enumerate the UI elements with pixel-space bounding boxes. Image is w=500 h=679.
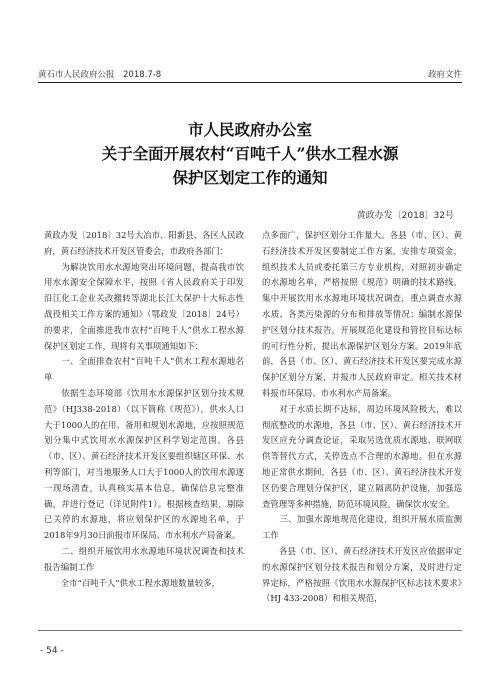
- document-number: 黄政办发〔2018〕32号: [356, 211, 454, 221]
- title-line-2: 关于全面开展农村“百吨千人”供水工程水源: [101, 144, 399, 163]
- page-number: - 54 -: [40, 646, 64, 656]
- left-column: [44, 228, 244, 620]
- paragraph-substandard-sources: 对于水质长期不达标，周边环境风险极大，难以彻底整改的水源地，各县（市、区）、黄石经济技术开发区应充分调查论证，采取另选优质水源地、联网联供等替代方式，关停选点不合理的水源地。但在水源地正常供水期间，各县（市、区）、黄石经济技术开发区仍要合理划分保护区，建立隔离防护设施，加强巡查管理等多种措施，防范环境风险，确保饮水安全。: [262, 403, 462, 509]
- paragraph-section-3: 各县（市、区）、黄石经济技术开发区应依据审定的水源保护区划分技术报告和划分方案，及时进行定界定标，严格按照《饮用水水源保护区标志技术要求》（HJ 433-2008）和相关规范，: [262, 545, 462, 604]
- paragraph-section-2-start: 全市“百吨千人”供水工程水源地数量较多，: [44, 577, 221, 588]
- header-rule: [38, 82, 462, 83]
- section-heading-1: 一、全面排查农村“百吨千人”供水工程水源地名单: [44, 356, 244, 383]
- paragraph-addressees: 黄政办发〔2018〕32号大冶市、阳新县、各区人民政府，黄石经济技术开发区管委会，市政府各部门：: [44, 230, 244, 256]
- section-heading-3: 三、加强水源地规范化建设，组织开展水质监测工作: [262, 514, 462, 541]
- section-heading-2: 二、组织开展饮用水水源地环境状况调查和技术报告编制工作: [44, 545, 244, 572]
- paragraph-intro: 为解决饮用水水源地突出环境问题，提高我市饮用水水源安全保障水平，按照《省人民政府关于印发沿江化工企业关改搬转等湖北长江大保护十大标志性战役相关工作方案的通知》（鄂政发〔2018〕24号）的要求，全面推进我市农村“百吨千人”供水工程水源保护区划定工作，现将有关事项通知如下：: [44, 261, 244, 351]
- paragraph-section-1: 依据生态环境部《饮用水水源保护区划分技术规范》（HJ338-2018）（以下简称《规范》），供水人口大于1000人的在用、备用和规划水源地，应按照规范划分集中式饮用水水源保护区科学划定范围。各县（市、区）、黄石经济技术开发区要组织辖区环保、水利等部门，对当地服务人口大于1000人的饮用水源逐一现场清查，认真核实基本信息，确保信息完整准确，并进行登记（详见附件1）。根据核查结果，剔除已关停的水源地，将应划保护区的水源地名单，于2018年9月30日前报市环保局、市水利水产局备案。: [44, 387, 244, 541]
- right-column: [262, 228, 462, 620]
- paragraph-section-2-cont: 点多面广，保护区划分工作量大。各县（市、区）、黄石经济技术开发区要制定工作方案，安排专项资金，组织技术人员或委托第三方专业机构，对照初步确定的水源地名单，严格按照《规范》明确的技术路线，集中开展饮用水水源地环境状况调查，重点调查水源水质、各类污染源的分布和排放等情况；编制水源保护区划分技术报告，开展规范化建设和管控目标达标的可行性分析，提出水源保护区划分方案。2019年底前，各县（市、区）、黄石经济技术开发区要完成水源保护区划分方案，并报市人民政府审定。相关技术材料报市环保局、市水利水产局备案。: [262, 230, 462, 398]
- footer-rule: [38, 630, 462, 631]
- title-line-3: 保护区划定工作的通知: [172, 168, 328, 187]
- document-title: [38, 118, 462, 190]
- section-header: 政府文件: [427, 70, 462, 80]
- title-line-1: 市人民政府办公室: [187, 120, 312, 139]
- journal-header: 黄石市人民政府公报 2018.7-8: [38, 70, 162, 80]
